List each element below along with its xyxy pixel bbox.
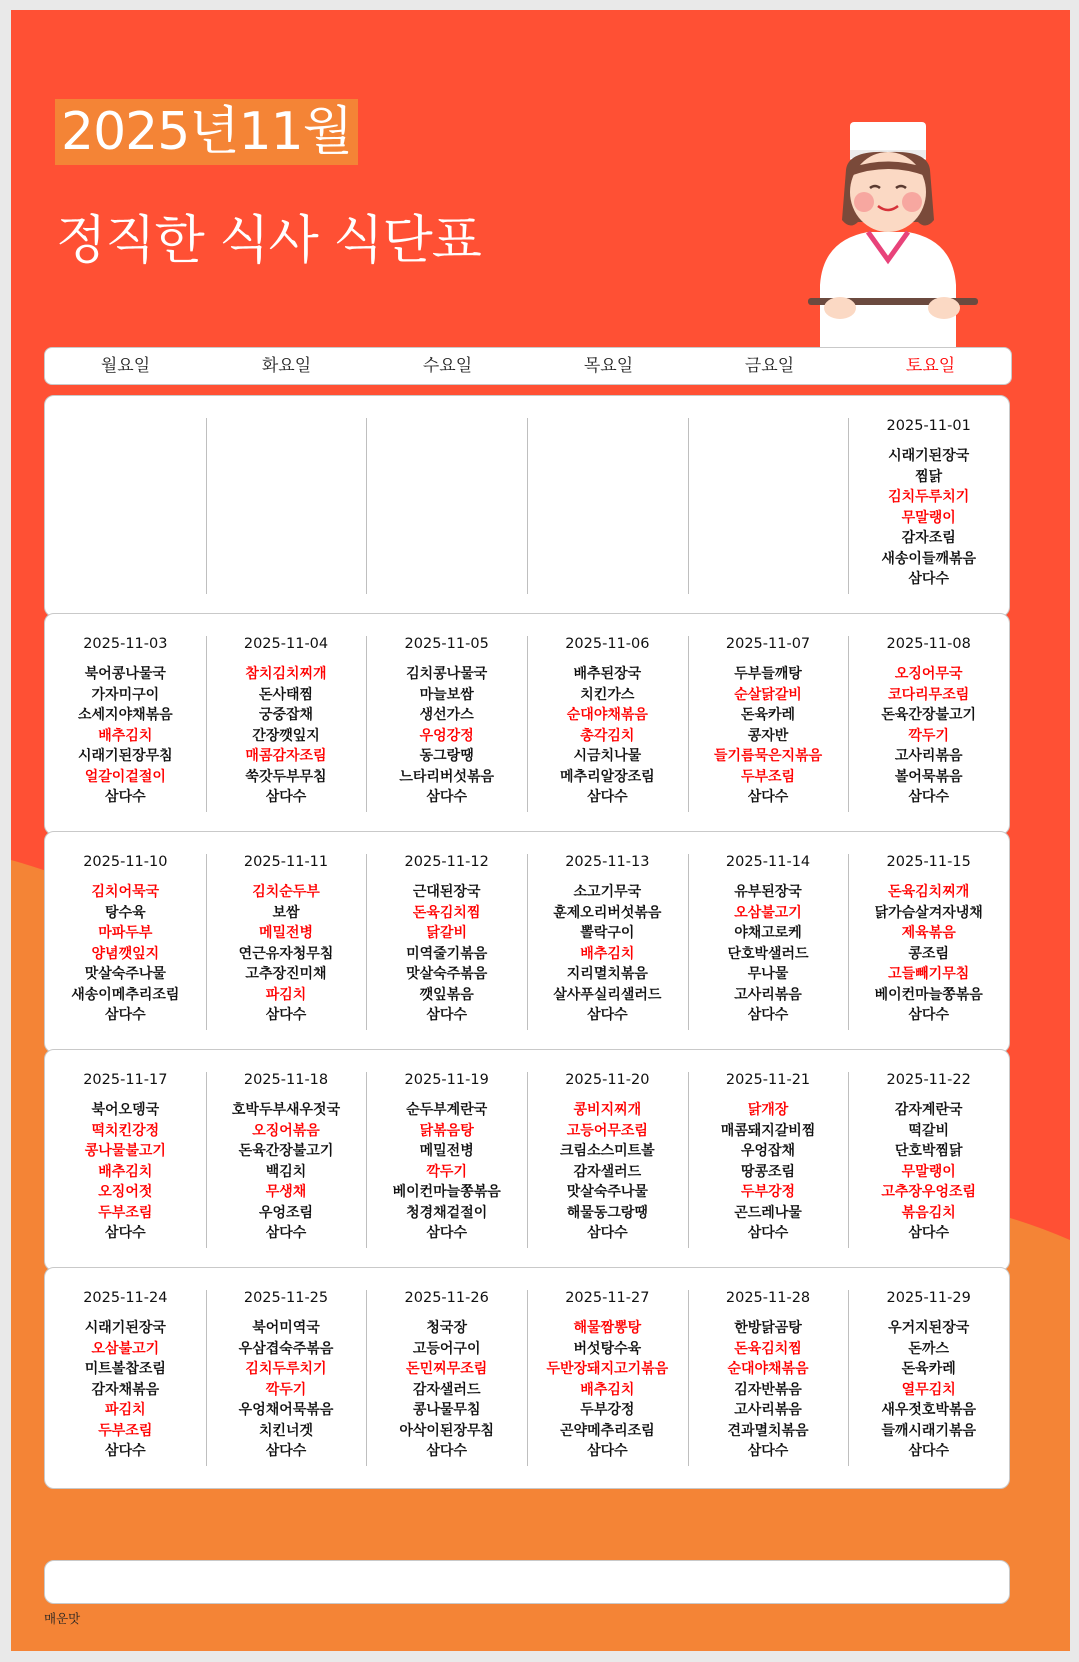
menu-item-spicy: 배추김치 (98, 727, 153, 744)
day-date: 2025-11-13 (565, 854, 650, 870)
menu-item: 콩자반 (747, 727, 789, 744)
day-date: 2025-11-22 (886, 1072, 971, 1088)
menu-item: 돈육카레 (901, 1361, 956, 1377)
menu-item-spicy: 오징어볶음 (252, 1122, 320, 1139)
menu-item: 삼다수 (747, 1007, 789, 1023)
menu-item-spicy: 총각김치 (580, 727, 635, 744)
menu-item: 우엉조림 (258, 1204, 314, 1221)
weekday-thu: 목요일 (583, 356, 634, 376)
menu-item: 베이컨마늘쫑볶음 (392, 1184, 501, 1200)
menu-item: 콩조림 (908, 945, 949, 962)
menu-item: 미역줄기볶음 (406, 945, 488, 962)
menu-item: 북어미역국 (252, 1320, 320, 1336)
week-row (44, 831, 1010, 1053)
menu-item: 삼다수 (265, 1225, 307, 1241)
week-row (44, 1049, 1010, 1271)
menu-item-spicy: 해물짬뽕탕 (573, 1320, 642, 1336)
menu-item: 견과멸치볶음 (727, 1422, 809, 1439)
day-date: 2025-11-26 (404, 1290, 489, 1306)
menu-item: 크림소스미트볼 (560, 1143, 655, 1159)
menu-item: 소고기무국 (573, 884, 642, 900)
menu-item: 맛살숙주나물 (566, 1184, 648, 1200)
menu-item: 순두부계란국 (406, 1102, 488, 1118)
menu-item-spicy: 두부강정 (740, 1184, 796, 1200)
menu-item-spicy: 제육볶음 (901, 925, 956, 941)
menu-item-spicy: 매콤감자조림 (245, 748, 327, 764)
menu-item: 삼다수 (587, 1225, 628, 1241)
day-cell (45, 1050, 206, 1270)
menu-item-spicy: 우엉강정 (419, 727, 474, 744)
menu-item: 궁중잡채 (258, 707, 314, 723)
chef-illustration (798, 110, 988, 362)
menu-item: 시금치나물 (573, 748, 642, 764)
day-date: 2025-11-29 (886, 1290, 971, 1306)
day-cell (848, 832, 1009, 1052)
day-date: 2025-11-05 (404, 636, 489, 652)
menu-item: 배추된장국 (573, 666, 642, 682)
day-date: 2025-11-08 (886, 636, 971, 652)
menu-item-spicy: 참치김치찌개 (245, 666, 327, 682)
day-cell (366, 1268, 527, 1488)
menu-item-spicy: 두부조림 (98, 1422, 153, 1439)
day-date: 2025-11-17 (83, 1072, 168, 1088)
menu-item: 돈육간장불고기 (881, 707, 977, 723)
empty-day-cell (45, 396, 206, 616)
menu-item: 감자계란국 (894, 1102, 963, 1118)
menu-item: 뽈락구이 (580, 925, 635, 941)
menu-item: 삼다수 (426, 789, 467, 805)
day-date: 2025-11-06 (565, 636, 650, 652)
day-date: 2025-11-25 (243, 1290, 329, 1306)
menu-item: 삼다수 (105, 1443, 146, 1459)
menu-item-spicy: 배추김치 (580, 945, 635, 962)
menu-item: 버섯탕수육 (573, 1340, 642, 1357)
menu-item: 닭가슴살겨자냉채 (874, 904, 983, 921)
menu-item-spicy: 돈육김치찌개 (888, 884, 970, 900)
menu-item-spicy: 양념깻잎지 (91, 945, 160, 962)
day-date: 2025-11-21 (725, 1072, 811, 1088)
menu-item-spicy: 깍두기 (426, 1163, 467, 1180)
menu-item: 삼다수 (747, 789, 789, 805)
menu-item: 아삭이된장무침 (399, 1422, 495, 1439)
menu-item: 삼다수 (908, 571, 949, 587)
weekday-fri: 금요일 (744, 356, 795, 376)
menu-item-spicy: 돈육김치찜 (734, 1340, 802, 1357)
menu-item-spicy: 두반장돼지고기볶음 (546, 1361, 669, 1377)
menu-item-spicy: 열무김치 (901, 1381, 956, 1398)
menu-item: 삼다수 (426, 1225, 467, 1241)
menu-item: 감자샐러드 (412, 1381, 481, 1398)
page-title: 정직한 식사 식단표 (56, 211, 481, 271)
menu-item: 새송이들깨볶음 (881, 550, 977, 567)
menu-item: 살사푸실리샐러드 (553, 986, 662, 1003)
weekday-sat: 토요일 (905, 356, 956, 376)
day-cell (366, 1050, 527, 1270)
day-date: 2025-11-11 (243, 854, 329, 870)
menu-item-spicy: 오삼불고기 (91, 1340, 160, 1357)
empty-day-cell (688, 396, 849, 616)
day-cell (206, 1050, 367, 1270)
menu-item-spicy: 오징어젓 (98, 1184, 153, 1200)
menu-item-spicy: 볶음김치 (901, 1204, 956, 1221)
day-date: 2025-11-04 (243, 636, 329, 652)
day-cell (848, 396, 1009, 616)
menu-item-spicy: 김치순두부 (252, 884, 320, 900)
menu-item-spicy: 오징어무국 (894, 666, 963, 682)
menu-item-spicy: 김치두루치기 (245, 1361, 327, 1377)
menu-item-spicy: 돈민찌무조림 (406, 1361, 488, 1377)
day-date: 2025-11-18 (243, 1072, 329, 1088)
menu-item: 고추장진미채 (245, 966, 327, 982)
menu-item: 새우젓호박볶음 (881, 1402, 977, 1418)
day-cell (688, 832, 849, 1052)
menu-item: 시래기된장국 (888, 448, 970, 464)
menu-item: 두부강정 (580, 1402, 635, 1418)
menu-item: 단호박샐러드 (727, 945, 809, 962)
day-date: 2025-11-28 (725, 1290, 811, 1306)
menu-item-spicy: 고등어무조림 (566, 1122, 648, 1139)
menu-item: 들깨시래기볶음 (881, 1422, 977, 1439)
menu-item: 단호박찜닭 (894, 1143, 963, 1159)
menu-item: 우거지된장국 (888, 1320, 970, 1336)
spicy-legend: 매운맛 (44, 1611, 81, 1626)
menu-item: 돈육카레 (740, 707, 796, 723)
menu-item: 메밀전병 (419, 1143, 474, 1159)
menu-item: 연근유자청무침 (238, 945, 334, 962)
menu-item: 고사리볶음 (734, 1402, 802, 1418)
menu-item: 삼다수 (747, 1225, 789, 1241)
menu-item: 간장깻잎지 (252, 727, 320, 744)
day-cell (366, 614, 527, 834)
menu-item-spicy: 닭볶음탕 (419, 1122, 474, 1139)
menu-item: 삼다수 (265, 1007, 307, 1023)
menu-item: 호박두부새우젓국 (231, 1102, 341, 1118)
menu-item-spicy: 얼갈이겉절이 (84, 768, 166, 785)
menu-item-spicy: 무생채 (265, 1184, 307, 1200)
menu-item: 매콤돼지갈비찜 (720, 1122, 816, 1139)
menu-item-spicy: 돈육김치찜 (412, 904, 481, 921)
day-cell (848, 614, 1009, 834)
menu-item: 맛살숙주나물 (84, 966, 166, 982)
empty-day-cell (527, 396, 688, 616)
day-date: 2025-11-27 (565, 1290, 650, 1306)
menu-item-spicy: 두부조림 (740, 768, 796, 785)
menu-item-spicy: 배추김치 (580, 1381, 635, 1398)
day-cell (45, 614, 206, 834)
day-cell (688, 1268, 849, 1488)
weekday-header (44, 347, 1012, 385)
weekday-wed: 수요일 (422, 356, 473, 376)
menu-item: 보쌈 (272, 904, 300, 921)
menu-item: 청국장 (426, 1320, 467, 1336)
menu-item: 해물동그랑땡 (566, 1204, 648, 1221)
menu-item: 백김치 (265, 1163, 307, 1180)
menu-item-spicy: 닭개장 (747, 1102, 789, 1118)
menu-item-spicy: 오삼불고기 (734, 904, 802, 921)
menu-item: 김자반볶음 (734, 1381, 802, 1398)
day-cell (45, 832, 206, 1052)
day-cell (527, 1268, 688, 1488)
menu-item: 곤약메추리조림 (560, 1422, 655, 1439)
menu-item: 한방닭곰탕 (734, 1320, 802, 1336)
menu-item: 삼다수 (105, 1225, 146, 1241)
menu-item: 근대된장국 (412, 884, 481, 900)
menu-item: 우엉잡채 (740, 1143, 796, 1159)
menu-item: 삼다수 (908, 1443, 949, 1459)
menu-item: 고등어구이 (412, 1340, 481, 1357)
menu-item: 콩나물무침 (412, 1402, 481, 1418)
menu-item: 훈제오리버섯볶음 (553, 904, 662, 921)
menu-item-spicy: 김치어묵국 (91, 884, 160, 900)
day-date: 2025-11-12 (404, 854, 489, 870)
menu-item-spicy: 마파두부 (98, 925, 153, 941)
menu-item: 유부된장국 (734, 884, 802, 900)
menu-item: 삼다수 (265, 789, 307, 805)
menu-item-spicy: 들기름묵은지볶음 (713, 748, 823, 764)
menu-item: 가자미구이 (91, 686, 160, 703)
menu-item: 돈육간장불고기 (238, 1143, 334, 1159)
day-date: 2025-11-15 (886, 854, 971, 870)
menu-item-spicy: 순살닭갈비 (734, 686, 802, 703)
day-cell (366, 832, 527, 1052)
menu-item-spicy: 콩비지찌개 (573, 1102, 642, 1118)
day-date: 2025-11-01 (886, 418, 971, 434)
menu-item: 삼다수 (908, 1225, 949, 1241)
day-date: 2025-11-20 (565, 1072, 650, 1088)
menu-item: 느타리버섯볶음 (399, 768, 495, 785)
day-cell (527, 614, 688, 834)
menu-item: 맛살숙주볶음 (406, 966, 488, 982)
title-month: 2025년11월 (55, 99, 358, 165)
notes-box (44, 1560, 1010, 1604)
day-cell (527, 832, 688, 1052)
menu-item: 마늘보쌈 (419, 686, 474, 703)
menu-item: 지리멸치볶음 (566, 966, 648, 982)
menu-item: 감자채볶음 (91, 1381, 160, 1398)
menu-item: 소세지야채볶음 (78, 707, 173, 723)
menu-item: 돈사태찜 (258, 686, 314, 703)
week-row (44, 613, 1010, 835)
menu-item-spicy: 배추김치 (98, 1163, 153, 1180)
day-cell (45, 1268, 206, 1488)
menu-item-spicy: 파김치 (105, 1402, 146, 1418)
menu-item: 치킨가스 (580, 686, 635, 703)
menu-item: 삼다수 (908, 789, 949, 805)
menu-item-spicy: 깍두기 (265, 1381, 307, 1398)
day-date: 2025-11-14 (725, 854, 811, 870)
menu-item: 삼다수 (426, 1443, 467, 1459)
menu-item: 우삼겹숙주볶음 (238, 1340, 334, 1357)
menu-item: 북어오뎅국 (91, 1102, 160, 1118)
menu-item: 청경채겉절이 (406, 1204, 488, 1221)
empty-day-cell (366, 396, 527, 616)
menu-item: 감자샐러드 (573, 1163, 642, 1180)
menu-item-spicy: 순대야채볶음 (727, 1361, 809, 1377)
menu-item-spicy: 두부조림 (98, 1204, 153, 1221)
menu-item: 생선가스 (419, 707, 474, 723)
menu-item: 곤드레나물 (734, 1204, 802, 1221)
menu-item: 고사리볶음 (734, 986, 802, 1003)
menu-item-spicy: 순대야채볶음 (566, 707, 648, 723)
menu-item-spicy: 닭갈비 (426, 925, 467, 941)
menu-item: 치킨너겟 (258, 1422, 314, 1439)
menu-item-spicy: 코다리무조림 (888, 686, 970, 703)
menu-item: 미트볼찹조림 (84, 1361, 166, 1377)
day-cell (527, 1050, 688, 1270)
menu-item: 삼다수 (587, 1007, 628, 1023)
menu-item: 동그랑땡 (419, 748, 474, 764)
menu-item: 돈까스 (908, 1340, 949, 1357)
day-date: 2025-11-03 (83, 636, 168, 652)
day-date: 2025-11-19 (404, 1072, 489, 1088)
menu-item: 새송이메추리조림 (71, 986, 180, 1003)
menu-item-spicy: 고추장우엉조림 (881, 1184, 977, 1200)
menu-item: 땅콩조림 (740, 1163, 796, 1180)
menu-item-spicy: 떡치킨강정 (91, 1122, 160, 1139)
day-date: 2025-11-07 (725, 636, 811, 652)
menu-item: 북어콩나물국 (84, 666, 166, 682)
menu-item: 탕수육 (105, 904, 146, 921)
menu-item: 쑥갓두부무침 (245, 768, 327, 785)
menu-item-spicy: 김치두루치기 (888, 489, 970, 505)
menu-item-spicy: 무말랭이 (901, 1163, 956, 1180)
menu-item: 삼다수 (265, 1443, 307, 1459)
menu-item: 삼다수 (105, 789, 146, 805)
menu-item: 우엉채어묵볶음 (238, 1402, 334, 1418)
day-date: 2025-11-10 (83, 854, 168, 870)
menu-item-spicy: 파김치 (265, 986, 307, 1003)
menu-item: 시래기된장국 (84, 1320, 166, 1336)
menu-item: 삼다수 (747, 1443, 789, 1459)
menu-item: 김치콩나물국 (406, 666, 488, 682)
menu-item: 삼다수 (908, 1007, 949, 1023)
day-cell (206, 1268, 367, 1488)
menu-item: 고사리볶음 (894, 748, 963, 764)
menu-item: 삼다수 (426, 1007, 467, 1023)
menu-item-spicy: 깍두기 (908, 727, 949, 744)
day-cell (688, 614, 849, 834)
menu-item: 두부들깨탕 (734, 666, 802, 682)
day-cell (848, 1050, 1009, 1270)
menu-item: 무나물 (747, 966, 789, 982)
menu-item-spicy: 고들빼기무침 (888, 966, 970, 982)
menu-item-spicy: 콩나물불고기 (84, 1143, 166, 1159)
week-row (44, 1267, 1010, 1489)
menu-item: 삼다수 (105, 1007, 146, 1023)
menu-item: 볼어묵볶음 (894, 768, 963, 785)
day-date: 2025-11-24 (83, 1290, 168, 1306)
menu-item: 감자조림 (901, 530, 956, 546)
weekday-mon: 월요일 (100, 356, 151, 376)
menu-item-spicy: 메밀전병 (258, 925, 314, 941)
menu-item: 찜닭 (915, 468, 943, 485)
day-cell (206, 614, 367, 834)
menu-item: 야채고로케 (734, 925, 802, 941)
menu-item: 떡갈비 (908, 1122, 949, 1139)
menu-item: 시래기된장무침 (78, 748, 173, 764)
day-cell (206, 832, 367, 1052)
menu-item: 깻잎볶음 (419, 986, 474, 1003)
day-cell (848, 1268, 1009, 1488)
day-cell (688, 1050, 849, 1270)
menu-item: 삼다수 (587, 789, 628, 805)
week-row (44, 395, 1010, 617)
menu-item: 베이컨마늘쫑볶음 (874, 986, 983, 1003)
empty-day-cell (206, 396, 367, 616)
menu-item: 삼다수 (587, 1443, 628, 1459)
menu-item: 메추리알장조림 (560, 768, 655, 785)
weekday-tue: 화요일 (261, 356, 312, 376)
menu-item-spicy: 무말랭이 (901, 509, 956, 526)
